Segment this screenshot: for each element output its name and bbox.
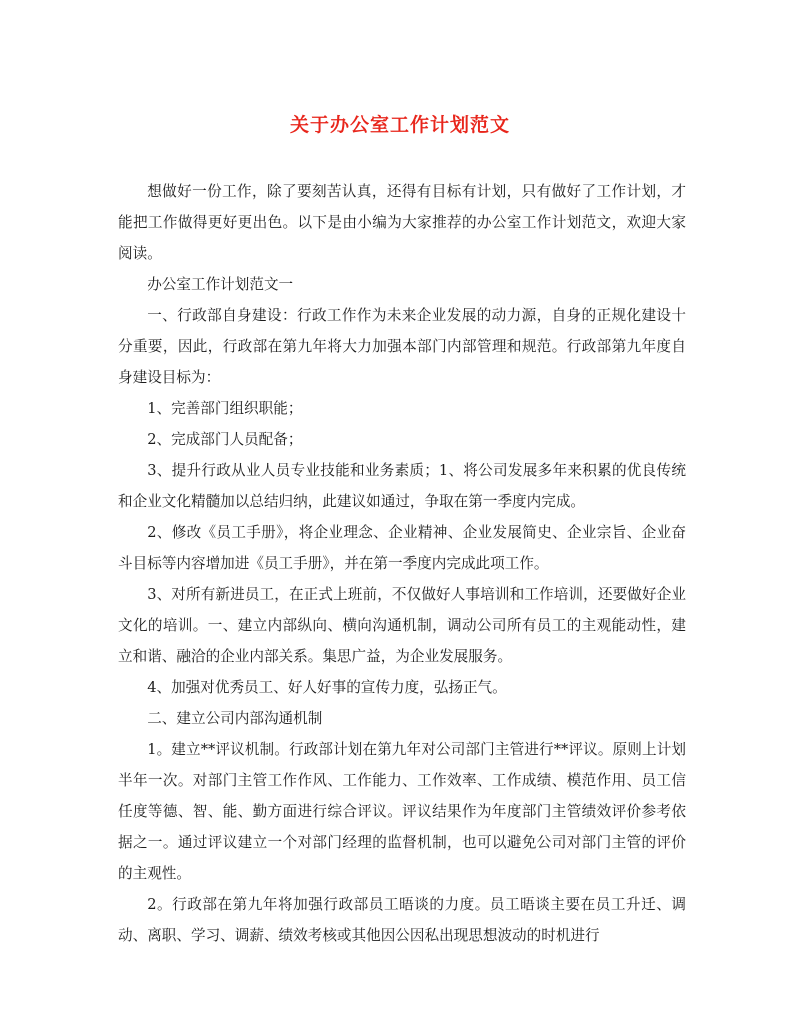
intro-paragraph: 想做好一份工作，除了要刻苦认真，还得有目标有计划，只有做好了工作计划，才能把工作做得更好更出色。以下是由小编为大家推荐的办公室工作计划范文，欢迎大家阅读。: [118, 183, 686, 262]
paragraph: 2、修改《员工手册》，将企业理念、企业精神、企业发展简史、企业宗旨、企业奋斗目标等内容增加进《员工手册》，并在第一季度内完成此项工作。: [118, 524, 686, 572]
document-body: [118, 176, 686, 951]
list-item: 1、完善部门组织职能；: [147, 400, 303, 417]
paragraph: 一、行政部自身建设：行政工作作为未来企业发展的动力源，自身的正规化建设十分重要，因此，行政部在第九年将大力加强本部门内部管理和规范。行政部第九年度自身建设目标为：: [118, 307, 686, 386]
document-title: 关于办公室工作计划范文: [289, 114, 510, 136]
paragraph: 3、提升行政从业人员专业技能和业务素质；1、将公司发展多年来积累的优良传统和企业文化精髓加以总结归纳，此建议如通过，争取在第一季度内完成。: [118, 462, 686, 510]
list-item: 4、加强对优秀员工、好人好事的宣传力度，弘扬正气。: [147, 679, 507, 696]
section-heading: 二、建立公司内部沟通机制: [147, 710, 323, 727]
paragraph: 3、对所有新进员工，在正式上班前，不仅做好人事培训和工作培训，还要做好企业文化的培训。一、建立内部纵向、横向沟通机制，调动公司所有员工的主观能动性，建立和谐、融洽的企业内部关系。集思广益，为企业发展服务。: [118, 586, 686, 665]
paragraph: 2。行政部在第九年将加强行政部员工晤谈的力度。员工晤谈主要在员工升迁、调动、离职、学习、调薪、绩效考核或其他因公因私出现思想波动的时机进行: [118, 896, 686, 944]
paragraph: 1。建立**评议机制。行政部计划在第九年对公司部门主管进行**评议。原则上计划半年一次。对部门主管工作作风、工作能力、工作效率、工作成绩、模范作用、员工信任度等德、智、能、勤方面进行综合评议。评议结果作为年度部门主管绩效评价参考依据之一。通过评议建立一个对部门经理的监督机制，也可以避免公司对部门主管的评价的主观性。: [118, 741, 686, 882]
section-heading: 办公室工作计划范文一: [147, 276, 294, 293]
list-item: 2、完成部门人员配备；: [147, 431, 303, 448]
